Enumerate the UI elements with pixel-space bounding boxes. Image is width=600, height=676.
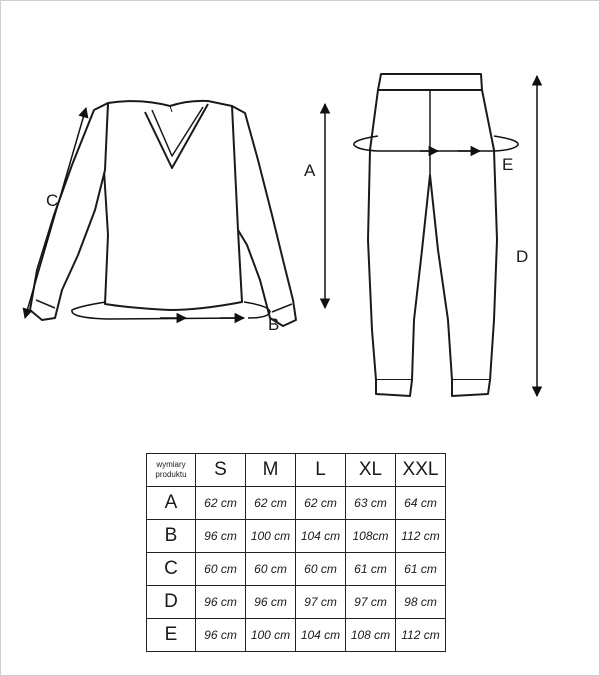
table-cell: 108cm bbox=[346, 520, 396, 553]
table-cell: 98 cm bbox=[396, 586, 446, 619]
table-cell: 104 cm bbox=[296, 619, 346, 652]
measure-a bbox=[304, 104, 325, 308]
size-header: S bbox=[196, 454, 246, 487]
table-cell: 60 cm bbox=[246, 553, 296, 586]
row-label: E bbox=[147, 619, 196, 652]
table-cell: 61 cm bbox=[346, 553, 396, 586]
table-cell: 64 cm bbox=[396, 487, 446, 520]
label-e: E bbox=[502, 155, 514, 174]
pants-drawing bbox=[368, 74, 497, 396]
label-a: A bbox=[304, 161, 316, 180]
table-cell: 60 cm bbox=[196, 553, 246, 586]
table-header-row bbox=[147, 454, 446, 487]
table-cell: 96 cm bbox=[196, 586, 246, 619]
size-header: L bbox=[296, 454, 346, 487]
size-table bbox=[146, 453, 446, 652]
table-cell: 100 cm bbox=[246, 619, 296, 652]
row-label: A bbox=[147, 487, 196, 520]
table-row bbox=[147, 553, 446, 586]
table-cell: 63 cm bbox=[346, 487, 396, 520]
table-cell: 96 cm bbox=[196, 619, 246, 652]
table-cell: 96 cm bbox=[196, 520, 246, 553]
table-cell: 96 cm bbox=[246, 586, 296, 619]
table-row bbox=[147, 520, 446, 553]
row-label: C bbox=[147, 553, 196, 586]
label-c: C bbox=[46, 191, 59, 210]
table-cell: 104 cm bbox=[296, 520, 346, 553]
table-cell: 62 cm bbox=[246, 487, 296, 520]
table-cell: 112 cm bbox=[396, 520, 446, 553]
table-cell: 62 cm bbox=[196, 487, 246, 520]
table-cell: 60 cm bbox=[296, 553, 346, 586]
table-row bbox=[147, 487, 446, 520]
table-cell: 108 cm bbox=[346, 619, 396, 652]
label-b: B bbox=[268, 315, 280, 334]
label-d: D bbox=[516, 247, 529, 266]
table-corner-label: wymiary produktu bbox=[147, 454, 196, 487]
table-row bbox=[147, 619, 446, 652]
table-cell: 62 cm bbox=[296, 487, 346, 520]
table-cell: 97 cm bbox=[296, 586, 346, 619]
size-header: XL bbox=[346, 454, 396, 487]
table-row bbox=[147, 586, 446, 619]
row-label: B bbox=[147, 520, 196, 553]
table-cell: 100 cm bbox=[246, 520, 296, 553]
table-cell: 112 cm bbox=[396, 619, 446, 652]
measure-d bbox=[516, 76, 537, 396]
size-header: XXL bbox=[396, 454, 446, 487]
table-cell: 97 cm bbox=[346, 586, 396, 619]
row-label: D bbox=[147, 586, 196, 619]
table-cell: 61 cm bbox=[396, 553, 446, 586]
size-header: M bbox=[246, 454, 296, 487]
sweater-drawing bbox=[30, 101, 296, 326]
